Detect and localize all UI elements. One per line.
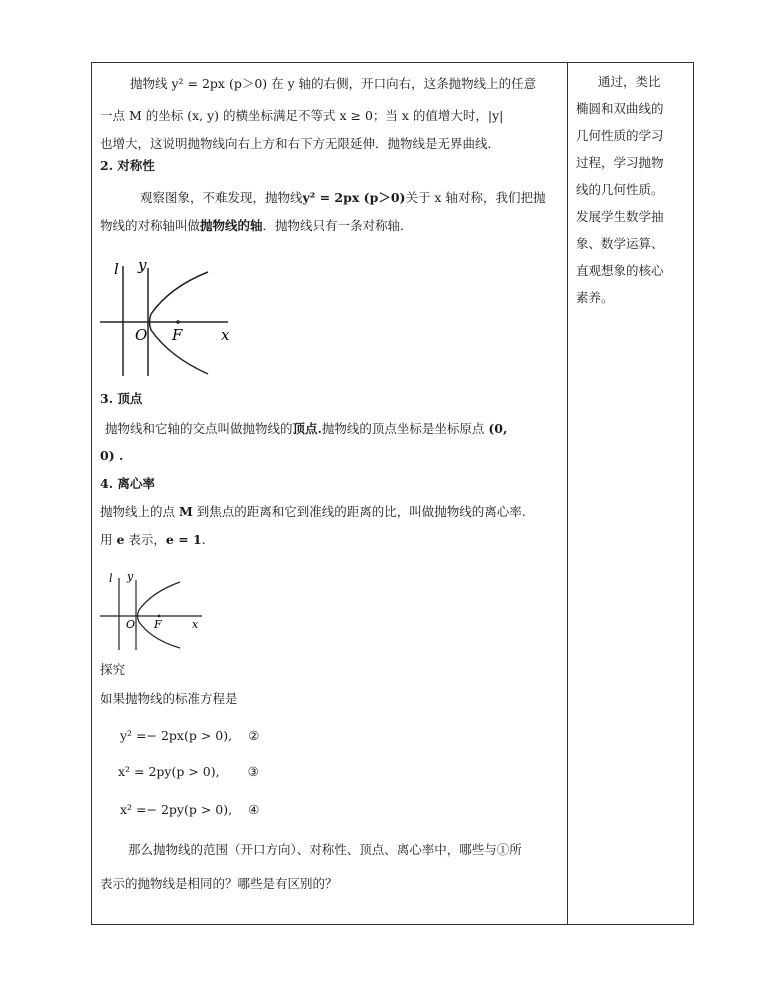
heading-vertex: 3. 顶点 [100,391,143,406]
heading-eccentricity: 4. 离心率 [100,476,155,491]
question-line-1: 那么抛物线的范围（开口方向）、对称性、顶点、离心率中，哪些与①所 [128,842,522,857]
heading-symmetry: 2. 对称性 [100,158,155,173]
label-x: x [221,326,230,344]
label-l: l [114,260,119,278]
explore-intro: 如果抛物线的标准方程是 [100,691,238,706]
side-note [576,68,688,311]
side-note-line: 直观想象的核心 [576,263,664,278]
equation-4: x² =− 2py(p > 0), ④ [120,802,260,817]
parabola-figure-1 [98,252,258,380]
label-y: y [138,256,147,274]
vertex-line-2: 0) . [100,448,124,463]
label-f: F [172,326,183,344]
parabola-figure-2 [98,568,210,652]
side-note-line: 象、数学运算、 [576,236,664,251]
question-line-2: 表示的抛物线是相同的？哪些是有区别的？ [100,876,338,891]
side-note-line: 通过，类比 [598,74,661,89]
range-line-1: 抛物线 y² = 2px (p＞0) 在 y 轴的右侧，开口向右，这条抛物线上的任意 [130,76,537,91]
range-line-3: 也增大，这说明抛物线向右上方和右下方无限延伸．抛物线是无界曲线． [100,136,501,151]
vertex-line-1: 抛物线和它轴的交点叫做抛物线的顶点.抛物线的顶点坐标是坐标原点 (0, [105,421,508,436]
label-f: F [154,618,162,631]
symmetry-line-2: 物线的对称轴叫做抛物线的轴．抛物线只有一条对称轴． [100,218,413,233]
focus-point [176,320,180,324]
side-note-line: 过程，学习抛物 [576,155,664,170]
side-note-line: 椭圆和双曲线的 [576,101,664,116]
label-l: l [109,572,113,585]
column-divider [567,62,568,925]
side-note-line: 发展学生数学抽 [576,209,664,224]
equation-2: y² =− 2px(p > 0), ② [120,728,260,743]
ecc-line-2: 用 e 表示，e = 1. [100,532,206,547]
focus-point [158,615,161,618]
label-o: O [135,326,148,344]
ecc-line-1: 抛物线上的点 M 到焦点的距离和它到准线的距离的比，叫做抛物线的离心率. [100,504,526,519]
range-line-2: 一点 M 的坐标 (x, y) 的横坐标满足不等式 x ≥ 0；当 x 的值增大时，|y| [100,108,504,123]
side-note-line: 素养。 [576,290,614,305]
symmetry-line-1: 观察图象，不难发现，抛物线y² = 2px (p＞0)关于 x 轴对称，我们把抛 [140,190,546,205]
label-y: y [127,570,134,583]
side-note-line: 几何性质的学习 [576,128,664,143]
label-o: O [126,618,136,631]
equation-3: x² = 2py(p > 0), ③ [118,764,259,779]
side-note-line: 线的几何性质。 [576,182,664,197]
explore-heading: 探究 [100,662,126,677]
label-x: x [192,618,199,631]
